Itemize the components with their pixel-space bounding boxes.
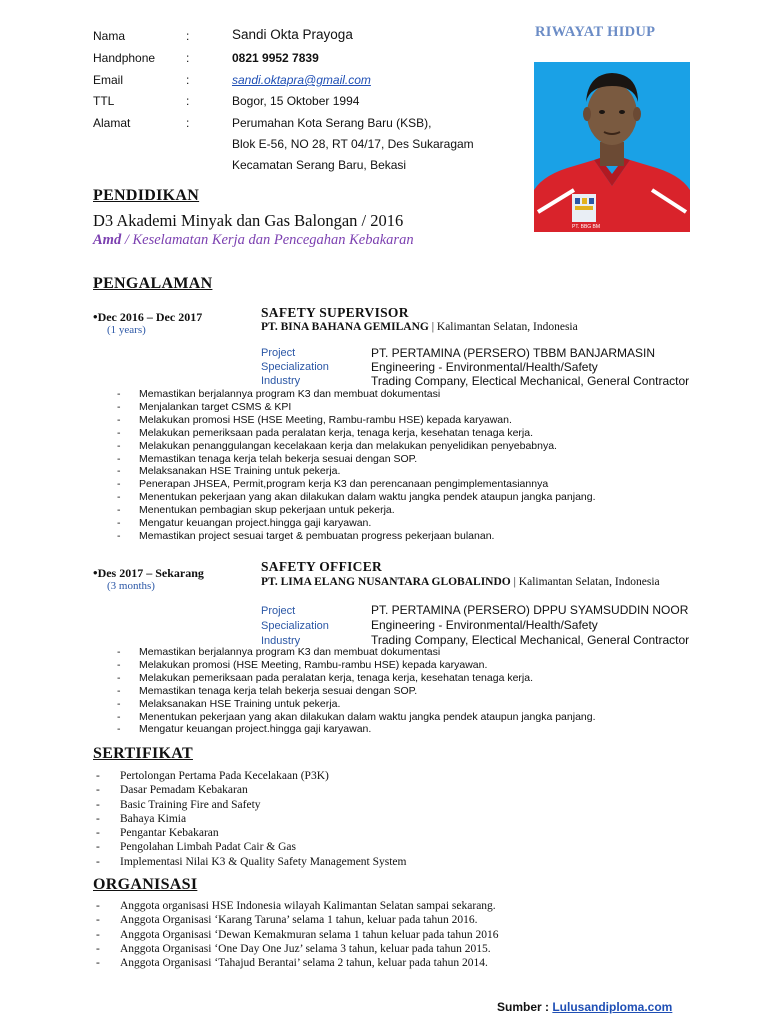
colon: : — [186, 29, 190, 43]
value-industry: Trading Company, Electical Mechanical, General Contractor — [371, 374, 690, 388]
source-label: Sumber : — [497, 1000, 553, 1014]
colon: : — [186, 116, 190, 130]
job-company-name: PT. LIMA ELANG NUSANTARA GLOBALINDO — [261, 576, 511, 588]
list-item: - Memastikan project sesuai target & pembuatan progress pekerjaan bulanan. — [117, 530, 596, 543]
label-project: Project — [261, 347, 296, 359]
list-item: - Mengatur keuangan project.hingga gaji karyawan. — [117, 723, 596, 736]
value-project: PT. PERTAMINA (PERSERO) DPPU SYAMSUDDIN NOOR — [371, 603, 689, 617]
value-industry: Trading Company, Electical Mechanical, General Contractor — [371, 633, 690, 647]
job-tasks — [117, 388, 596, 543]
value-address-1: Perumahan Kota Serang Baru (KSB), — [232, 116, 432, 130]
label-birth: TTL — [93, 94, 115, 108]
value-specialization: Engineering - Environmental/Health/Safety — [371, 618, 598, 632]
colon: : — [186, 73, 190, 87]
value-birth: Bogor, 15 Oktober 1994 — [232, 94, 360, 108]
list-item: - Menentukan pembagian skup pekerjaan untuk pekerja. — [117, 504, 596, 517]
list-item: - Bahaya Kimia — [96, 812, 406, 826]
list-item: - Basic Training Fire and Safety — [96, 798, 406, 812]
list-item: - Memastikan tenaga kerja telah bekerja sesuai dengan SOP. — [117, 453, 596, 466]
job-location: | Kalimantan Selatan, Indonesia — [513, 576, 660, 588]
section-heading-experience: PENGALAMAN — [93, 275, 213, 292]
list-item: - Melaksanakan HSE Training untuk pekerja. — [117, 698, 596, 711]
education-title-abbr: Amd — [93, 232, 122, 248]
list-item: - Mengatur keuangan project.hingga gaji karyawan. — [117, 517, 596, 530]
label-name: Nama — [93, 29, 126, 43]
list-item: - Melakukan pemeriksaan pada peralatan kerja, tenaga kerja, kesehatan tenaga kerja. — [117, 427, 596, 440]
section-heading-certificates: SERTIFIKAT — [93, 745, 193, 762]
label-industry: Industry — [261, 375, 301, 387]
list-item: - Anggota Organisasi ‘Karang Taruna’ selama 1 tahun, keluar pada tahun 2016. — [96, 913, 499, 927]
profile-photo — [534, 62, 690, 232]
education-degree: D3 Akademi Minyak dan Gas Balongan / 2016 — [93, 211, 404, 230]
job-company-name: PT. BINA BAHANA GEMILANG — [261, 321, 429, 333]
list-item: - Memastikan berjalannya program K3 dan membuat dokumentasi — [117, 646, 596, 659]
list-item: - Dasar Pemadam Kebakaran — [96, 783, 406, 797]
list-item: - Anggota Organisasi ‘Dewan Kemakmuran selama 1 tahun keluar pada tahun 2016 — [96, 928, 499, 942]
bullet-icon: • — [93, 309, 98, 324]
list-item: - Penerapan JHSEA, Permit,program kerja K3 dan perencanaan pengimplementasiannya — [117, 478, 596, 491]
label-industry: Industry — [261, 635, 301, 647]
organization-list — [96, 899, 499, 970]
certificate-list — [96, 769, 406, 869]
section-heading-organizations: ORGANISASI — [93, 876, 198, 893]
education-title — [93, 232, 414, 249]
list-item: - Pertolongan Pertama Pada Kecelakaan (P3K) — [96, 769, 406, 783]
label-email: Email — [93, 73, 124, 87]
job-company — [261, 576, 660, 588]
list-item: - Anggota Organisasi ‘Tahajud Berantai’ selama 2 tahun, keluar pada tahun 2014. — [96, 956, 499, 970]
value-project: PT. PERTAMINA (PERSERO) TBBM BANJARMASIN — [371, 346, 656, 360]
list-item: - Anggota organisasi HSE Indonesia wilayah Kalimantan Selatan sampai sekarang. — [96, 899, 499, 913]
value-address-2: Blok E-56, NO 28, RT 04/17, Des Sukaragam — [232, 137, 474, 151]
value-specialization: Engineering - Environmental/Health/Safety — [371, 360, 598, 374]
email-link[interactable]: sandi.oktapra@gmail.com — [232, 73, 371, 87]
education-title-field: / Keselamatan Kerja dan Pencegahan Kebakaran — [121, 232, 414, 248]
source-link[interactable]: Lulusandiploma.com — [552, 1000, 673, 1014]
colon: : — [186, 51, 190, 65]
list-item: - Melakukan penanggulangan kecelakaan kerja dan melakukan penyelidikan penyebabnya. — [117, 440, 596, 453]
value-phone: 0821 9952 7839 — [232, 51, 319, 65]
list-item: - Menentukan pekerjaan yang akan dilakukan dalam waktu jangka pendek ataupun jangka panjang. — [117, 491, 596, 504]
document-title: RIWAYAT HIDUP — [535, 24, 656, 40]
job-position: SAFETY OFFICER — [261, 559, 383, 574]
job-date-text: Dec 2016 – Dec 2017 — [97, 310, 203, 324]
list-item: - Pengantar Kebakaran — [96, 826, 406, 840]
label-specialization: Specialization — [261, 361, 329, 373]
job-duration: (3 months) — [107, 580, 155, 592]
list-item: - Memastikan tenaga kerja telah bekerja sesuai dengan SOP. — [117, 685, 596, 698]
section-heading-education: PENDIDIKAN — [93, 187, 200, 204]
job-duration: (1 years) — [107, 324, 146, 336]
source-credit — [497, 1000, 672, 1014]
value-address-3: Kecamatan Serang Baru, Bekasi — [232, 158, 407, 172]
label-phone: Handphone — [93, 51, 156, 65]
person-portrait-icon — [534, 62, 690, 232]
job-tasks — [117, 646, 596, 736]
list-item: - Melaksanakan HSE Training untuk pekerja. — [117, 465, 596, 478]
label-specialization: Specialization — [261, 620, 329, 632]
list-item: - Melakukan promosi HSE (HSE Meeting, Rambu-rambu HSE) kepada karyawan. — [117, 414, 596, 427]
list-item: - Melakukan promosi (HSE Meeting, Rambu-rambu HSE) kepada karyawan. — [117, 659, 596, 672]
bullet-icon: • — [93, 565, 98, 580]
job-date — [93, 565, 204, 581]
job-position: SAFETY SUPERVISOR — [261, 305, 409, 320]
list-item: - Anggota Organisasi ‘One Day One Juz’ selama 3 tahun, keluar pada tahun 2015. — [96, 942, 499, 956]
photo-badge-text: PT. BBG BM — [572, 224, 601, 230]
list-item: - Menentukan pekerjaan yang akan dilakukan dalam waktu jangka pendek ataupun jangka panjang. — [117, 711, 596, 724]
job-company — [261, 321, 578, 333]
value-name: Sandi Okta Prayoga — [232, 27, 353, 42]
job-location: | Kalimantan Selatan, Indonesia — [431, 321, 578, 333]
list-item: - Melakukan pemeriksaan pada peralatan kerja, tenaga kerja, kesehatan tenaga kerja. — [117, 672, 596, 685]
label-project: Project — [261, 605, 296, 617]
list-item: - Pengolahan Limbah Padat Cair & Gas — [96, 840, 406, 854]
job-date — [93, 309, 202, 325]
list-item: - Menjalankan target CSMS & KPI — [117, 401, 596, 414]
colon: : — [186, 94, 190, 108]
list-item: - Implementasi Nilai K3 & Quality Safety Management System — [96, 855, 406, 869]
list-item: - Memastikan berjalannya program K3 dan membuat dokumentasi — [117, 388, 596, 401]
label-address: Alamat — [93, 116, 131, 130]
job-date-text: Des 2017 – Sekarang — [97, 566, 204, 580]
